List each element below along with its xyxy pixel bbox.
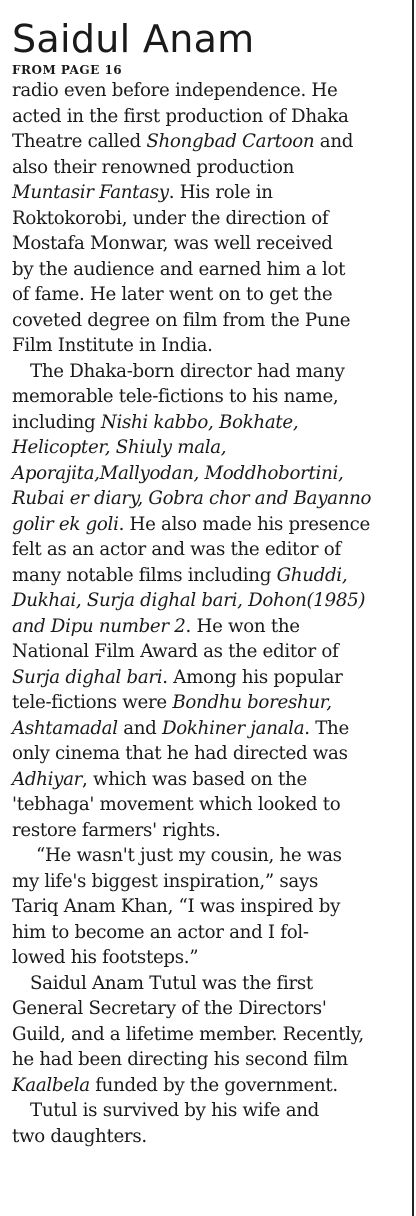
text-line [12,257,410,283]
text-segment: coveted degree on film from the Pune [12,309,351,331]
text-line [12,665,410,691]
text-segment: memorable tele-fictions to his name, [12,386,339,407]
text-line [12,741,410,767]
text-segment: . The [304,717,349,739]
text-line [12,308,410,334]
text-line [12,206,410,232]
text-segment: Roktokorobi, under the direction of [12,207,329,229]
text-segment: him to become an actor and I fol- [12,921,309,943]
text-line [12,512,410,538]
italic-title: Dokhiner janala [162,717,305,739]
text-line [12,869,410,895]
italic-title: Ghuddi, [276,564,348,586]
text-line [12,767,410,793]
italic-title: Adhiyar [12,768,83,790]
text-segment: many notable films including [12,564,277,586]
italic-title: Nishi kabbo, Bokhate, [100,411,299,433]
text-line [12,996,410,1022]
text-segment: including [12,411,101,433]
text-line [12,1124,410,1150]
text-segment: radio even before independence. He [12,80,338,101]
text-line [12,894,410,920]
text-segment: of fame. He later went on to get the [12,284,333,305]
text-segment: Tutul is survived by his wife and [30,1100,319,1121]
text-line [12,690,410,716]
text-line [12,461,410,487]
text-segment: Film Institute in India. [12,335,213,356]
text-line [12,1047,410,1073]
text-segment: National Film Award as the editor of [12,641,339,662]
article-paragraph [12,971,410,1099]
column-rule [412,0,414,1216]
text-segment: . He also made his presence [118,513,370,535]
text-segment: my life's biggest inspiration,” says [12,870,318,892]
italic-title: Kaalbela [12,1074,90,1096]
italic-title: Bondhu boreshur, [172,692,332,713]
text-segment: Saidul Anam Tutul was the first [30,972,313,994]
text-segment: The Dhaka-born director had many [30,360,345,382]
article-headline: Saidul Anam [12,17,255,61]
text-segment: “He wasn't just my cousin, he was [36,845,342,866]
article-paragraph [12,359,410,844]
text-segment: and [117,717,162,739]
italic-title: Ashtamadal [12,717,118,739]
text-line [12,410,410,436]
text-segment: he had been directing his second film [12,1049,348,1070]
text-line [12,486,410,512]
text-segment: two daughters. [12,1125,147,1147]
text-line [12,129,410,155]
text-segment: Tariq Anam Khan, “I was inspired by [12,896,341,917]
text-line [12,435,410,461]
text-segment: felt as an actor and was the editor of [12,539,341,560]
article-paragraph [12,1098,410,1149]
article-body [12,78,410,1149]
text-line [12,818,410,844]
text-line [12,333,410,359]
text-line [12,1098,410,1124]
italic-title: Dukhai, Surja dighal bari, Dohon(1985) [12,590,366,611]
text-segment: by the audience and earned him a lot [12,258,346,280]
text-line [12,716,410,742]
text-segment: Theatre called [12,131,147,152]
text-segment: . He won the [185,615,300,637]
text-line [12,920,410,946]
article-paragraph [12,843,410,971]
italic-title: Helicopter, Shiuly mala, [12,437,227,458]
jump-line: FROM PAGE 16 [12,63,123,77]
text-segment: Guild, and a lifetime member. Recently, [12,1023,364,1045]
text-segment: only cinema that he had directed was [12,743,348,764]
text-line [12,384,410,410]
text-line [12,563,410,589]
text-line [12,231,410,257]
text-line [12,282,410,308]
text-segment: lowed his footsteps.” [12,947,199,968]
text-line [12,78,410,104]
text-line [12,614,410,640]
text-line [12,1022,410,1048]
text-line [12,155,410,181]
text-segment: 'tebhaga' movement which looked to [12,794,341,815]
text-line [12,971,410,997]
text-segment: tele-fictions were [12,692,173,713]
italic-title: golir ek goli [12,513,119,535]
text-segment: also their renowned production [12,156,295,178]
text-segment: Mostafa Monwar, was well received [12,233,333,254]
text-line [12,537,410,563]
text-line [12,588,410,614]
text-segment: restore farmers' rights. [12,819,221,841]
text-segment: General Secretary of the Directors' [12,998,327,1019]
text-line [12,945,410,971]
italic-title: Muntasir Fantasy [12,182,169,203]
text-line [12,639,410,665]
text-segment: acted in the first production of Dhaka [12,105,349,127]
italic-title: Rubai er diary, Gobra chor and Bayanno [12,488,372,509]
text-segment: , which was based on the [82,768,307,790]
text-segment: and [314,131,354,152]
text-segment: . Among his popular [162,666,343,688]
italic-title: Aporajita,Mallyodan, Moddhobortini, [12,462,344,484]
text-line [12,792,410,818]
text-segment: . His role in [168,182,273,203]
text-line [12,1073,410,1099]
text-line [12,843,410,869]
italic-title: Surja dighal bari [12,666,163,688]
text-segment: funded by the government. [89,1074,338,1096]
text-line [12,104,410,130]
italic-title: Shongbad Cartoon [146,131,315,152]
text-line [12,180,410,206]
italic-title: and Dipu number 2 [12,615,186,637]
article-paragraph [12,78,410,359]
text-line [12,359,410,385]
